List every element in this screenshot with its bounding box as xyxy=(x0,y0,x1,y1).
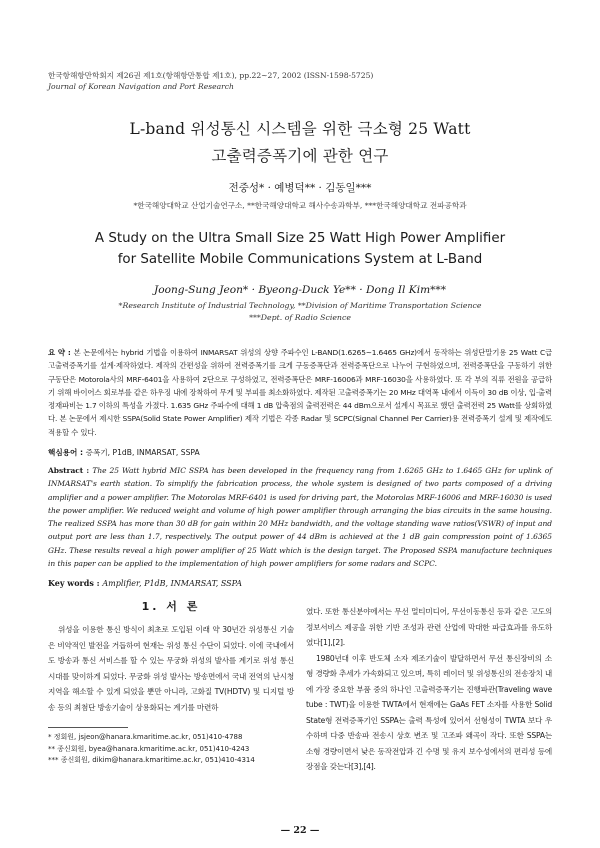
footnotes xyxy=(48,732,294,767)
footnote-2: ** 종신회원, byea@hanara.kmaritime.ac.kr, 051)410-4243 xyxy=(48,744,250,753)
keywords-ko-label: 핵심용어 : xyxy=(48,448,86,457)
keywords-ko-text: 증폭기, P1dB, INMARSAT, SSPA xyxy=(85,448,200,457)
title-ko-line-1: L-band 위성통신 시스템을 위한 극소형 25 Watt xyxy=(129,120,471,138)
title-korean xyxy=(0,116,600,170)
keywords-en-label: Key words : xyxy=(48,578,103,588)
right-column-paragraph-2: 1980년대 이후 반도체 소자 제조기술이 발달하면서 무선 통신장비의 소형 경량화 추세가 가속화되고 있으며, 특히 레이더 및 위성통신의 전송장치 내에 가장 중요한 부품 중의 하나인 고출력증폭기는 진행파관(Traveling wave tube : TWT)을 이용한 TWTA에서 현재에는 GaAs FET 소자를 사용한 Solid State형 전력증폭기인 SSPA는 출력 특성에 있어서 선형성이 TWTA 보다 우수하며 다중 반송파 전송시 상호 변조 및 고조파 왜곡이 작다. 또한 SSPA는 소형 경량이면서 낮은 동작전압과 긴 수명 및 유지 보수성에서의 편리성 등에 장점을 갖는다[3],[4]. xyxy=(306,653,552,771)
footnote-3: *** 종신회원, dikim@hanara.kmaritime.ac.kr, 051)410-4314 xyxy=(48,756,255,764)
title-en-line-2: for Satellite Mobile Communications System at L-Band xyxy=(117,252,483,267)
left-column xyxy=(48,598,294,767)
authors-korean: 전중성* · 예병덕** · 김동일*** xyxy=(228,182,372,194)
journal-line-ko: 한국항해항만학회지 제26권 제1호(항해항만통합 제1호), pp.22~27, 2002 (ISSN-1598-5725) xyxy=(48,71,374,80)
abstract-en-label: Abstract : xyxy=(48,466,93,475)
footnote-divider xyxy=(48,727,128,728)
journal-line-en: Journal of Korean Navigation and Port Research xyxy=(48,82,234,91)
keywords-en-text: Amplifier, P1dB, INMARSAT, SSPA xyxy=(102,579,243,588)
abstract-en-text: The 25 Watt hybrid MIC SSPA has been developed in the frequency rang from 1.6265 GHz to 1.6465 GHz for uplink of INMARSAT's earth station. To simplify the fabrication process, the whole system is designed of two parts composed of a driving amplifier and a power amplifier. The Motorolas MRF-6401 is used for driving part, the Motorolas MRF-16006 and MRF-16030 is used the power amplifier. We reduced weight and volume of high power amplifier through arranging the bias circuits in the same housing. The realized SSPA has more than 30 dB for gain within 20 MHz bandwidth, and the voltage standing wave ratios(VSWR) of input and output port are less than 1.7, respectively. The output power of 44 dBm is achieved at the 1 dB gain compression point of 1.6365 GHz. These results reveal a high power amplifier of 25 Watt which is the design target. The Proposed SSPA manufacture techniques in this paper can be applied to the implementation of high power amplifiers for some radars and SCPC. xyxy=(48,466,552,569)
authors-english: Joong-Sung Jeon* · Byeong-Duck Ye** · Dong Il Kim*** xyxy=(153,284,447,296)
keywords-english xyxy=(48,578,242,588)
affiliation-en-line-2: ***Dept. of Radio Science xyxy=(249,312,351,322)
keywords-korean xyxy=(48,447,200,458)
page-number: — 22 — xyxy=(280,825,320,836)
journal-header xyxy=(48,70,373,92)
title-en-line-1: A Study on the Ultra Small Size 25 Watt High Power Amplifier xyxy=(94,231,506,246)
footnote-1: * 정회원, jsjeon@hanara.kmaritime.ac.kr, 051)410-4788 xyxy=(48,733,243,741)
title-ko-line-2: 고출력증폭기에 관한 연구 xyxy=(211,147,389,165)
affiliation-en-line-1: *Research Institute of Industrial Technology, **Division of Maritime Transportation Science xyxy=(118,301,482,310)
right-column xyxy=(306,604,552,775)
left-column-paragraph: 위성을 이용한 통신 방식이 최초로 도입된 이래 약 30년간 위성통신 기술은 비약적인 발전을 거듭하여 현재는 위성 통신 수단이 되었다. 이에 국내에서도 방송과 통신 서비스를 할 수 있는 무궁화 위성의 발사를 계기로 위성 통신 시대를 맞이하게 되었다. 무궁화 위성 발사는 방송면에서 국내 전역의 난시청 지역을 해소할 수 있게 되었을 뿐만 아니라, 고화질 TV(HDTV) 및 디지털 방송 등의 최첨단 방송기술이 상용화되는 계기를 마련하 xyxy=(48,625,294,712)
abstract-ko-label: 요 약 : xyxy=(48,348,74,357)
section-1-title: 1. 서 론 xyxy=(141,600,201,613)
title-english xyxy=(0,228,600,270)
abstract-ko-text: 본 논문에서는 hybrid 기법을 이용하여 INMARSAT 위성의 상향 주파수인 L-BAND(1.6265~1.6465 GHz)에서 동작하는 위성단말기용 25 Watt C급 고출력증폭기를 설계·제작하였다. 제작의 간편성을 위하여 전력증폭기를 크게 구동증폭단과 전력증폭단으로 나누어 구현하였으며, 전력증폭단을 구동하기 위한 구동단은 Motorola사의 MRF-6401을 사용하여 2단으로 구성하였고, 전력증폭단은 MRF-16006과 MRF-16030을 사용하였다. 또 각 부의 직류 전원을 공급하기 위해 바이어스 회로부를 같은 하우징 내에 장착하여 무게 및 부피를 최소화하였다. 제작된 고출력증폭기는 20 MHz 대역폭 내에서 이득이 30 dB 이상, 입·출력 정재파비는 1.7 이하의 특성을 가졌다. 1.635 GHz 주파수에 대해 1 dB 압축점의 출력전력은 44 dBm으로서 설계시 목표로 했던 출력전력 25 Watt를 상회하였다. 본 논문에서 제시한 SSPA(Solid State Power Amplifier) 제작 기법은 각종 Radar 및 SCPC(Signal Channel Per Carrier)용 전력증폭기 설계 및 제작에도 적용할 수 있다. xyxy=(48,348,552,437)
abstract-korean xyxy=(48,346,552,439)
affiliations-korean: *한국해양대학교 산업기술연구소, **한국해양대학교 해사수송과학부, ***한국해양대학교 전파공학과 xyxy=(133,201,467,210)
right-column-paragraph-1: 였다. 또한 통신분야에서는 무선 멀티미디어, 무선이동통신 등과 같은 고도의 정보서비스 제공을 위한 기반 조성과 관련 산업에 막대한 파급효과를 유도하였다[1],[2]. xyxy=(306,607,552,647)
affiliations-english xyxy=(0,300,600,323)
abstract-english xyxy=(48,464,552,570)
